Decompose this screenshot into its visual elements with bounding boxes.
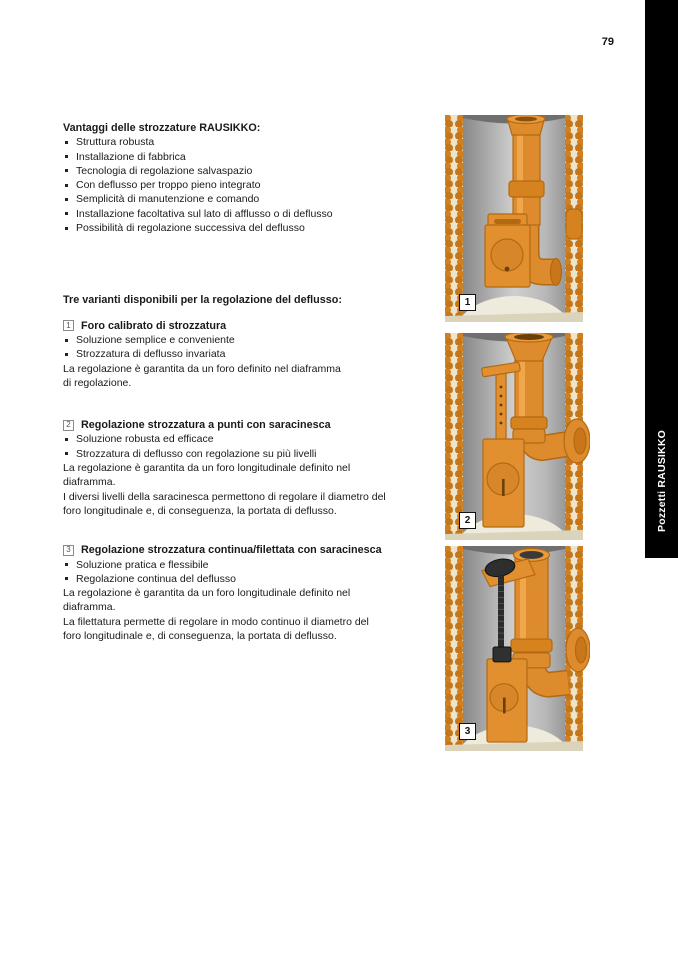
variants-heading: Tre varianti disponibili per la regolazione del deflusso: xyxy=(63,294,342,307)
variant-2-marker: 2 xyxy=(63,420,74,431)
body-text-line: di regolazione. xyxy=(63,376,132,389)
list-item: Struttura robusta xyxy=(63,135,421,149)
variant-3-marker: 3 xyxy=(63,545,74,556)
section-bullet-list xyxy=(63,432,421,461)
section-title: Foro calibrato di strozzatura xyxy=(81,319,227,332)
side-tab-label-wrap xyxy=(645,416,678,546)
section-bullet-list xyxy=(63,558,421,587)
figure-variant-1 xyxy=(438,115,590,322)
list-item: Strozzatura di deflusso con regolazione su più livelli xyxy=(63,447,421,461)
body-text-line: La filettatura permette di regolare in modo continuo il diametro del xyxy=(63,615,369,628)
section-head xyxy=(63,319,421,333)
figure-3-badge: 3 xyxy=(459,723,476,740)
text-column xyxy=(63,121,421,643)
list-item: Soluzione pratica e flessibile xyxy=(63,558,421,572)
intro-bullet-list xyxy=(63,135,421,235)
body-text-line: diaframma. xyxy=(63,476,116,489)
list-item: Soluzione robusta ed efficace xyxy=(63,432,421,446)
body-text-line: La regolazione è garantita da un foro definito nel diaframma xyxy=(63,362,341,375)
page-number: 79 xyxy=(601,36,614,48)
body-text-line: foro longitudinale e, di conseguenza, la portata di deflusso. xyxy=(63,504,337,517)
figure-column xyxy=(438,115,590,751)
body-text-line: La regolazione è garantita da un foro longitudinale definito nel xyxy=(63,462,351,475)
section-title: Regolazione strozzatura a punti con saracinesca xyxy=(81,419,331,432)
section-head xyxy=(63,418,421,432)
figure-2-badge: 2 xyxy=(459,512,476,529)
figure-variant-2 xyxy=(438,333,590,540)
figure-variant-3 xyxy=(438,546,590,751)
chapter-side-tab xyxy=(645,0,678,558)
section-bullet-list xyxy=(63,333,421,362)
list-item: Strozzatura di deflusso invariata xyxy=(63,347,421,361)
variant-1-illustration xyxy=(438,115,590,322)
variant-3-illustration xyxy=(438,546,590,751)
figure-1-badge: 1 xyxy=(459,294,476,311)
body-text-line: La regolazione è garantita da un foro longitudinale definito nel xyxy=(63,587,351,600)
list-item: Regolazione continua del deflusso xyxy=(63,572,421,586)
variant-section-1 xyxy=(63,319,421,390)
intro-heading: Vantaggi delle strozzature RAUSIKKO: xyxy=(63,122,261,134)
variant-section-2 xyxy=(63,418,421,518)
list-item: Installazione facoltativa sul lato di afflusso o di deflusso xyxy=(63,207,421,221)
section-head xyxy=(63,543,421,557)
list-item: Semplicità di manutenzione e comando xyxy=(63,192,421,206)
chapter-title: Pozzetti RAUSIKKO xyxy=(655,430,668,532)
body-text-line: I diversi livelli della saracinesca permettono di regolare il diametro del xyxy=(63,490,386,503)
list-item: Possibilità di regolazione successiva del deflusso xyxy=(63,221,421,235)
body-text-line: diaframma. xyxy=(63,601,116,614)
body-text-line: foro longitudinale e, di conseguenza, la portata di deflusso. xyxy=(63,630,337,643)
list-item: Con deflusso per troppo pieno integrato xyxy=(63,178,421,192)
list-item: Installazione di fabbrica xyxy=(63,150,421,164)
variant-2-illustration xyxy=(438,333,590,540)
list-item: Soluzione semplice e conveniente xyxy=(63,333,421,347)
section-title: Regolazione strozzatura continua/filettata con saracinesca xyxy=(81,544,382,557)
variant-1-marker: 1 xyxy=(63,320,74,331)
list-item: Tecnologia di regolazione salvaspazio xyxy=(63,164,421,178)
variant-section-3 xyxy=(63,543,421,643)
